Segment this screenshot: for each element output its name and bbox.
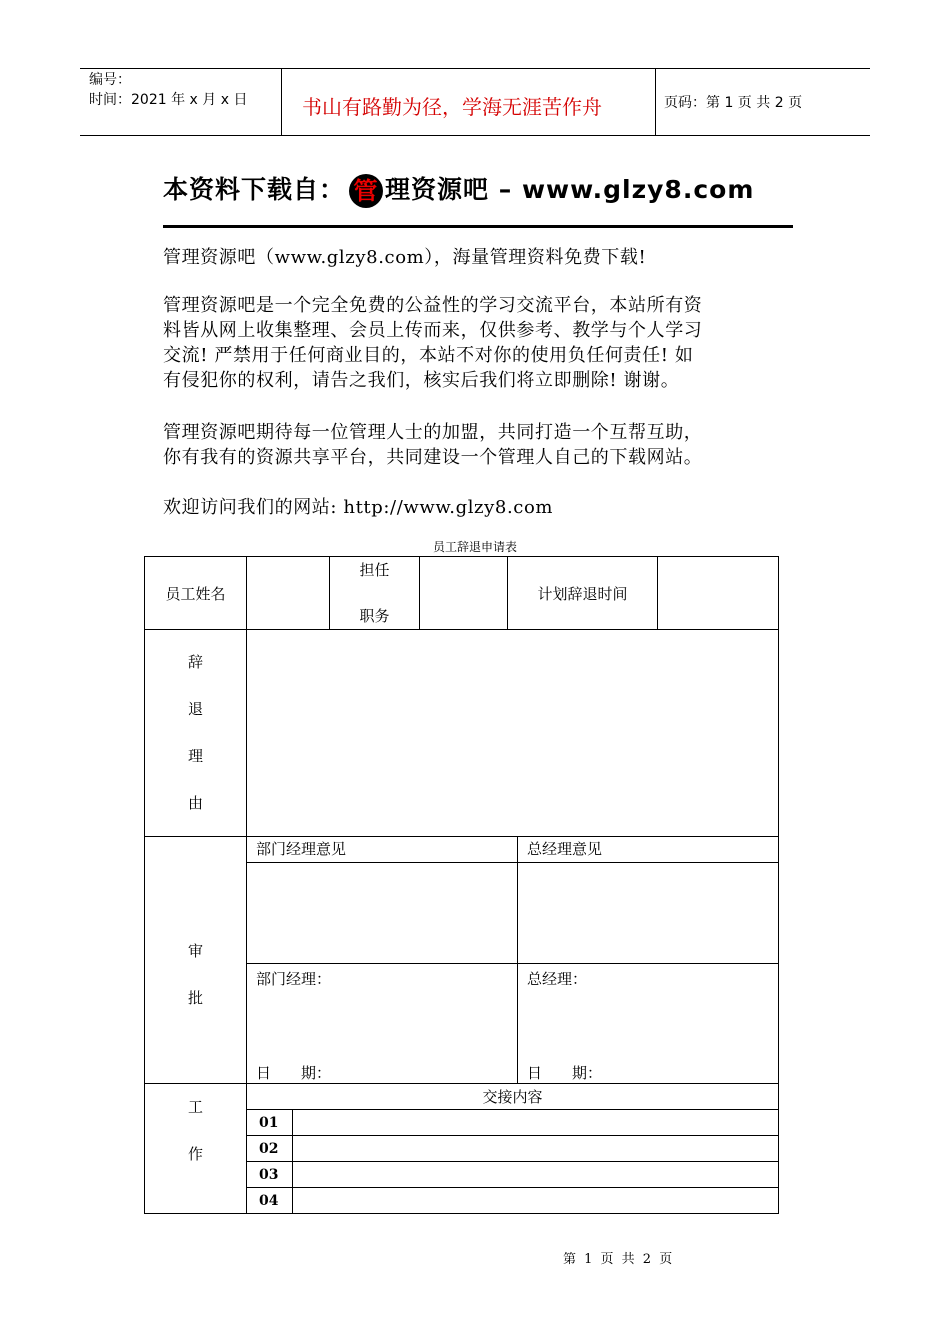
approval-char: 审 (187, 942, 203, 960)
position-label-line-2: 职务 (359, 607, 390, 625)
work-char: 作 (187, 1145, 203, 1163)
gm-opinion-field[interactable] (518, 863, 779, 964)
banner-prefix: 本资料下载自： (163, 175, 346, 204)
reason-char: 理 (187, 747, 203, 765)
header-bottom-rule (80, 135, 870, 136)
download-banner (163, 170, 754, 208)
page-footer: 第 1 页 共 2 页 (563, 1252, 673, 1267)
intro-welcome: 欢迎访问我们的网站: http://www.glzy8.com (163, 497, 554, 518)
position-label-line-1: 担任 (359, 561, 390, 579)
intro-paragraph-2-line: 管理资源吧是一个完全免费的公益性的学习交流平台，本站所有资 (163, 295, 703, 316)
handover-row-number: 01 (247, 1110, 293, 1136)
intro-paragraph-2-line: 料皆从网上收集整理、会员上传而来，仅供参考、教学与个人学习 (163, 320, 703, 341)
position-field[interactable] (420, 557, 508, 630)
resignation-reason-label (145, 630, 247, 837)
banner-site-url: – www.glzy8.com (489, 175, 755, 204)
employee-name-field[interactable] (247, 557, 330, 630)
intro-paragraph-3-line: 你有我有的资源共享平台，共同建设一个管理人自己的下载网站。 (163, 447, 703, 468)
document-time-label: 时间：2021 年 x 月 x 日 (89, 92, 248, 108)
banner-site-name: 理资源吧 (385, 175, 490, 204)
approval-label (145, 837, 247, 1084)
employee-name-label: 员工姓名 (145, 557, 247, 630)
reason-char: 由 (187, 794, 203, 812)
gm-signature-label: 总经理： (527, 970, 588, 988)
banner-rule (163, 225, 793, 228)
header-divider-1 (281, 68, 282, 136)
intro-paragraph-3 (163, 420, 702, 470)
gm-opinion-label: 总经理意见 (518, 837, 779, 863)
dept-manager-signature-label: 部门经理： (256, 970, 332, 988)
reason-char: 辞 (187, 653, 203, 671)
dept-manager-date-label: 日 期： (256, 1064, 332, 1082)
resignation-form-table (144, 556, 779, 1214)
planned-resignation-time-label: 计划辞退时间 (508, 557, 658, 630)
work-char: 工 (187, 1098, 203, 1116)
work-handover-label (145, 1084, 247, 1214)
handover-row-field[interactable] (293, 1188, 779, 1214)
document-code-label: 编号： (89, 72, 131, 88)
resignation-reason-field[interactable] (247, 630, 779, 837)
handover-row-field[interactable] (293, 1136, 779, 1162)
form-title: 员工辞退申请表 (432, 540, 517, 554)
site-logo-icon: 管 (349, 174, 383, 208)
handover-row-number: 02 (247, 1136, 293, 1162)
reason-char: 退 (187, 700, 203, 718)
header-motto: 书山有路勤为径，学海无涯苦作舟 (302, 95, 602, 119)
handover-row-number: 04 (247, 1188, 293, 1214)
header-page-info: 页码：第 1 页 共 2 页 (664, 95, 803, 111)
handover-content-header: 交接内容 (247, 1084, 779, 1110)
intro-paragraph-2 (163, 293, 702, 393)
handover-row-field[interactable] (293, 1162, 779, 1188)
intro-line-1: 管理资源吧（www.glzy8.com），海量管理资料免费下载! (163, 247, 647, 268)
header-top-rule (80, 68, 870, 69)
handover-row-field[interactable] (293, 1110, 779, 1136)
intro-paragraph-2-line: 交流! 严禁用于任何商业目的，本站不对你的使用负任何责任! 如 (163, 345, 694, 366)
position-label (330, 557, 420, 630)
dept-manager-signature-cell[interactable] (247, 964, 518, 1084)
planned-resignation-time-field[interactable] (658, 557, 779, 630)
intro-paragraph-3-line: 管理资源吧期待每一位管理人士的加盟，共同打造一个互帮互助， (163, 422, 703, 443)
gm-signature-cell[interactable] (518, 964, 779, 1084)
header-divider-2 (655, 68, 656, 136)
gm-date-label: 日 期： (527, 1064, 603, 1082)
handover-row-number: 03 (247, 1162, 293, 1188)
dept-manager-opinion-label: 部门经理意见 (247, 837, 518, 863)
approval-char: 批 (187, 989, 203, 1007)
dept-manager-opinion-field[interactable] (247, 863, 518, 964)
intro-paragraph-2-line: 有侵犯你的权利，请告之我们，核实后我们将立即删除! 谢谢。 (163, 370, 680, 391)
